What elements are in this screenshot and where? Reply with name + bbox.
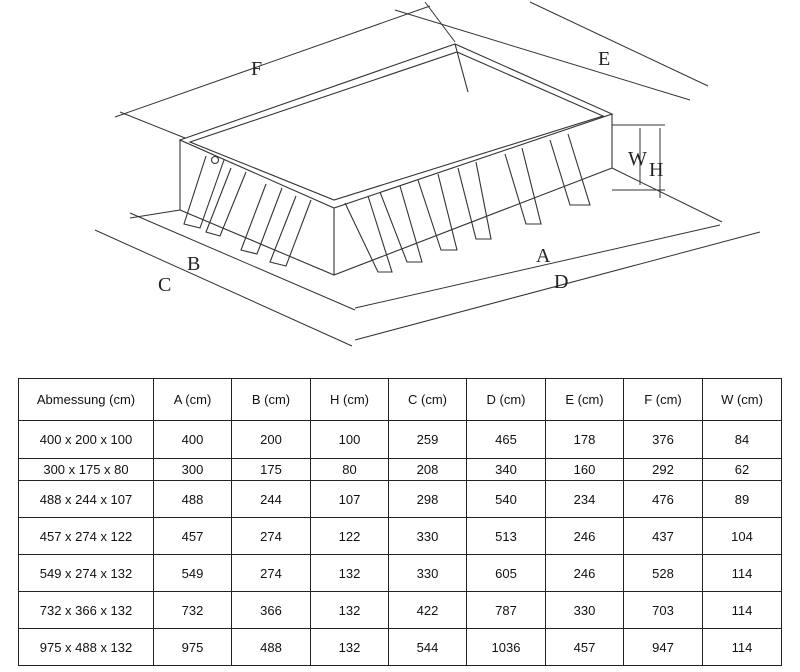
table-row <box>19 629 782 666</box>
valve-circle <box>212 157 219 164</box>
table-cell: 732 x 366 x 132 <box>19 592 154 629</box>
table-cell: 376 <box>624 421 703 459</box>
table-cell: 400 x 200 x 100 <box>19 421 154 459</box>
table-cell: 292 <box>624 459 703 481</box>
table-cell: 298 <box>389 481 467 518</box>
header-e: E (cm) <box>546 379 624 421</box>
table-cell: 366 <box>232 592 311 629</box>
dimension-e-line <box>395 2 708 100</box>
table-row <box>19 481 782 518</box>
table-cell: 234 <box>546 481 624 518</box>
table-cell: 422 <box>389 592 467 629</box>
table-cell: 437 <box>624 518 703 555</box>
table-cell: 300 x 175 x 80 <box>19 459 154 481</box>
label-a: A <box>536 245 551 267</box>
table-cell: 975 <box>154 629 232 666</box>
table-cell: 457 <box>154 518 232 555</box>
table-cell: 457 <box>546 629 624 666</box>
pool-wall-back-corner <box>455 44 468 92</box>
table-cell: 488 x 244 x 107 <box>19 481 154 518</box>
header-abmessung: Abmessung (cm) <box>19 379 154 421</box>
table-cell: 208 <box>389 459 467 481</box>
label-b: B <box>187 253 201 275</box>
table-cell: 274 <box>232 555 311 592</box>
table-row <box>19 555 782 592</box>
table-row <box>19 518 782 555</box>
label-f: F <box>251 58 263 80</box>
table-cell: 528 <box>624 555 703 592</box>
table-cell: 114 <box>703 629 782 666</box>
header-a: A (cm) <box>154 379 232 421</box>
label-h: H <box>649 159 664 181</box>
header-c: C (cm) <box>389 379 467 421</box>
table-cell: 544 <box>389 629 467 666</box>
table-cell: 340 <box>467 459 546 481</box>
table-cell: 132 <box>311 555 389 592</box>
table-cell: 274 <box>232 518 311 555</box>
table-cell: 132 <box>311 629 389 666</box>
table-cell: 488 <box>232 629 311 666</box>
table-cell: 975 x 488 x 132 <box>19 629 154 666</box>
table-cell: 947 <box>624 629 703 666</box>
label-e: E <box>598 48 611 70</box>
table-cell: 100 <box>311 421 389 459</box>
header-f: F (cm) <box>624 379 703 421</box>
table-cell: 89 <box>703 481 782 518</box>
table-cell: 114 <box>703 555 782 592</box>
table-cell: 549 <box>154 555 232 592</box>
table-cell: 160 <box>546 459 624 481</box>
dimension-c-line <box>95 230 352 346</box>
frame-legs-short <box>184 156 311 266</box>
header-b: B (cm) <box>232 379 311 421</box>
table-cell: 244 <box>232 481 311 518</box>
table-cell: 259 <box>389 421 467 459</box>
table-cell: 476 <box>624 481 703 518</box>
table-cell: 114 <box>703 592 782 629</box>
table-row <box>19 592 782 629</box>
table-cell: 107 <box>311 481 389 518</box>
table-row <box>19 421 782 459</box>
table-cell: 175 <box>232 459 311 481</box>
table-cell: 457 x 274 x 122 <box>19 518 154 555</box>
dimension-a-line <box>355 168 722 308</box>
table-cell: 703 <box>624 592 703 629</box>
dimensions-table <box>18 378 782 666</box>
table-cell: 540 <box>467 481 546 518</box>
table-cell: 246 <box>546 555 624 592</box>
table-cell: 488 <box>154 481 232 518</box>
table-row <box>19 459 782 481</box>
table-cell: 178 <box>546 421 624 459</box>
table-cell: 80 <box>311 459 389 481</box>
header-h: H (cm) <box>311 379 389 421</box>
table-cell: 132 <box>311 592 389 629</box>
frame-legs-long <box>345 134 590 272</box>
table-cell: 62 <box>703 459 782 481</box>
table-cell: 465 <box>467 421 546 459</box>
table-cell: 1036 <box>467 629 546 666</box>
table-cell: 246 <box>546 518 624 555</box>
table-header-row <box>19 379 782 421</box>
label-c: C <box>158 274 172 296</box>
table-cell: 200 <box>232 421 311 459</box>
table-cell: 513 <box>467 518 546 555</box>
table-cell: 330 <box>546 592 624 629</box>
label-w: W <box>628 148 647 170</box>
table-cell: 549 x 274 x 132 <box>19 555 154 592</box>
table-cell: 400 <box>154 421 232 459</box>
table-cell: 330 <box>389 555 467 592</box>
table-cell: 84 <box>703 421 782 459</box>
table-cell: 787 <box>467 592 546 629</box>
table-cell: 104 <box>703 518 782 555</box>
table-cell: 300 <box>154 459 232 481</box>
table-cell: 122 <box>311 518 389 555</box>
table-cell: 330 <box>389 518 467 555</box>
label-d: D <box>554 271 569 293</box>
header-d: D (cm) <box>467 379 546 421</box>
table-cell: 732 <box>154 592 232 629</box>
table-cell: 605 <box>467 555 546 592</box>
pool-rim-outer <box>180 44 612 208</box>
header-w: W (cm) <box>703 379 782 421</box>
